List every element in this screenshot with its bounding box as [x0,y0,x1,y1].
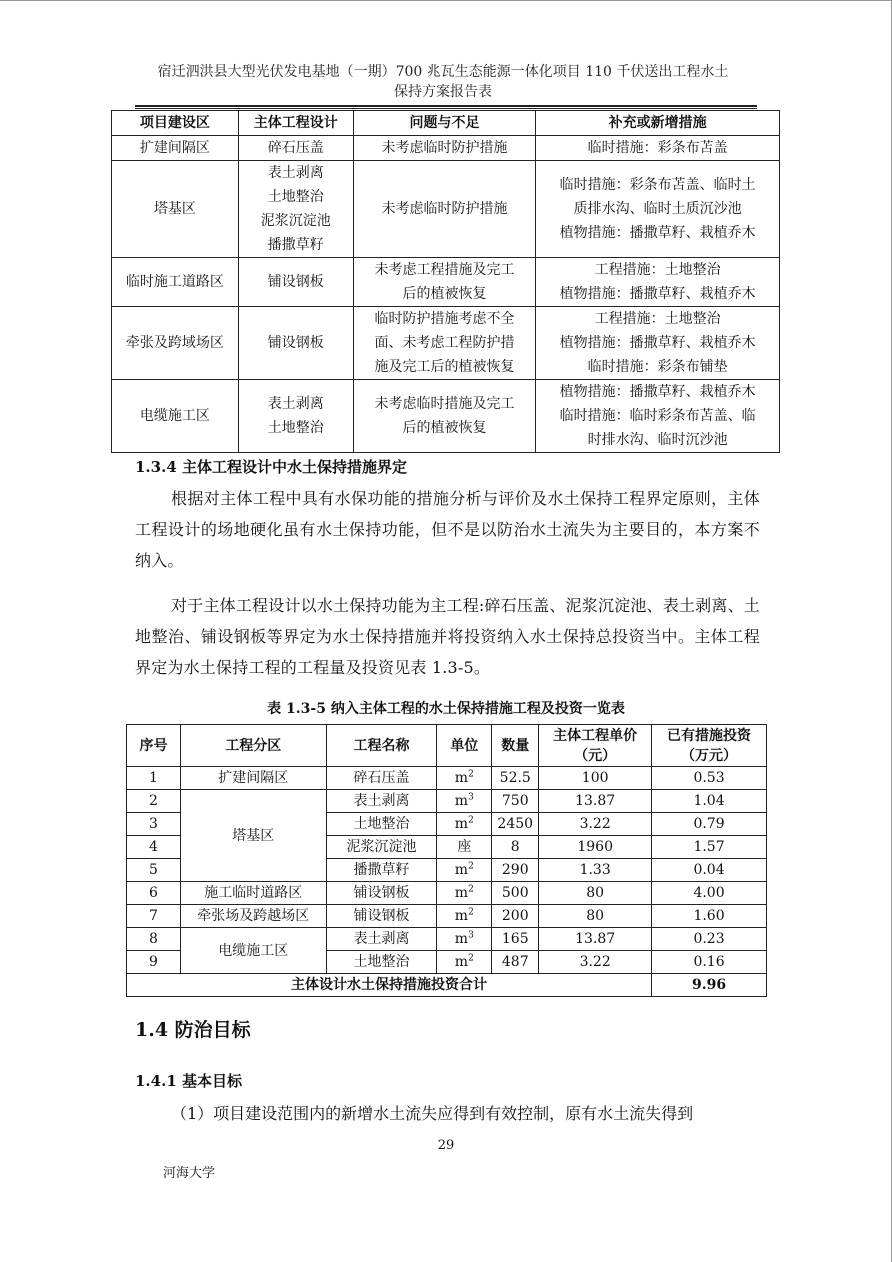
cell-unit [437,951,492,974]
unit-text: m [454,862,469,878]
cell-price: 1.33 [539,859,652,882]
cell-line: 后的植被恢复 [402,286,487,302]
cell-issue [353,307,536,380]
cell-line: 后的植被恢复 [402,420,487,436]
cell-price: 80 [539,882,652,905]
cell-zone: 牵张场及跨越场区 [180,905,326,928]
cell-name: 土地整治 [326,813,437,836]
cell-design: 铺设钢板 [238,307,353,380]
cell-unit [437,905,492,928]
cell-line: 工程措施：土地整治 [594,262,721,278]
page-number: 29 [437,1138,455,1153]
cell-area: 牵张及跨域场区 [112,307,239,380]
unit-exponent: 2 [468,907,474,918]
table-row [112,161,780,258]
cell-line: 表土剥离 [267,396,324,412]
cell-qty: 165 [492,928,539,951]
cell-zone: 塔基区 [180,790,326,882]
table-row [127,790,767,813]
cell-no: 2 [127,790,181,813]
cell-qty: 487 [492,951,539,974]
cell-price: 1960 [539,836,652,859]
page-border-top [0,0,892,1]
col-header: 工程分区 [180,725,326,767]
investment-table [126,724,767,997]
cell-issue [353,258,536,307]
unit-exponent: 2 [468,815,474,826]
cell-no: 3 [127,813,181,836]
cell-name: 土地整治 [326,951,437,974]
unit-text: m [454,770,469,786]
cell-measures [536,380,780,453]
cell-name: 碎石压盖 [326,767,437,790]
cell-line: 表土剥离 [267,165,324,181]
cell-issue [353,380,536,453]
cell-issue: 未考虑临时防护措施 [353,161,536,258]
table-header-row [112,111,780,136]
cell-price: 80 [539,905,652,928]
cell-invest: 0.23 [652,928,767,951]
cell-qty: 200 [492,905,539,928]
cell-name: 表土剥离 [326,790,437,813]
header-rule-thin [135,108,757,109]
cell-line: 植物措施：播撒草籽、栽植乔木 [559,335,756,351]
cell-name: 播撒草籽 [326,859,437,882]
unit-exponent: 2 [468,769,474,780]
cell-design [238,161,353,258]
section-heading-1-4: 1.4 防治目标 [135,1019,251,1041]
cell-line: 土地整治 [267,420,324,436]
section-heading-1-3-4: 1.3.4 主体工程设计中水土保持措施界定 [135,458,407,476]
cell-zone: 施工临时道路区 [180,882,326,905]
cell-design: 铺设钢板 [238,258,353,307]
cell-zone: 电缆施工区 [180,928,326,974]
header-line-2: 保持方案报告表 [394,84,492,100]
cell-name: 铺设钢板 [326,882,437,905]
cell-name: 泥浆沉淀池 [326,836,437,859]
cell-design [238,380,353,453]
col-header: 问题与不足 [353,111,536,136]
cell-line: 工程措施：土地整治 [594,311,721,327]
col-header: 项目建设区 [112,111,239,136]
cell-issue: 未考虑临时防护措施 [353,136,536,161]
table-row [112,136,780,161]
footer-institution: 河海大学 [163,1166,216,1181]
cell-qty: 52.5 [492,767,539,790]
col-header: 单位 [437,725,492,767]
table-caption: 表 1.3-5 纳入主体工程的水土保持措施工程及投资一览表 [267,701,625,717]
total-label: 主体设计水土保持措施投资合计 [127,974,652,997]
header-rule [135,105,757,107]
cell-line: 植物措施：播撒草籽、栽植乔木 [559,384,756,400]
cell-name: 表土剥离 [326,928,437,951]
measures-comparison-table [111,110,780,453]
cell-qty: 750 [492,790,539,813]
col-header: 工程名称 [326,725,437,767]
cell-unit [437,767,492,790]
paragraph: 对于主体工程设计以水土保持功能为主工程:碎石压盖、泥浆沉淀池、表土剥离、土地整治、铺设钢板等界定为水土保持措施并将投资纳入水土保持总投资当中。主体工程界定为水土保持工程的工程量及投资见表 1.3-5。 [135,596,760,677]
table-row [127,767,767,790]
unit-text: m [454,816,469,832]
total-row [127,974,767,997]
running-header [118,62,768,102]
table-row [112,380,780,453]
cell-unit [437,790,492,813]
col-header: 序号 [127,725,181,767]
cell-line: 播撒草籽 [267,237,324,253]
cell-qty: 8 [492,836,539,859]
cell-line: 泥浆沉淀池 [260,213,331,229]
table-row [112,307,780,380]
cell-no: 8 [127,928,181,951]
cell-no: 7 [127,905,181,928]
cell-name: 铺设钢板 [326,905,437,928]
unit-exponent: 2 [468,861,474,872]
cell-no: 4 [127,836,181,859]
cell-unit [437,882,492,905]
cell-line: 时排水沟、临时沉沙池 [587,432,728,448]
cell-measures [536,307,780,380]
cell-area: 临时施工道路区 [112,258,239,307]
cell-unit [437,813,492,836]
cell-price: 100 [539,767,652,790]
cell-qty: 290 [492,859,539,882]
cell-line: 临时措施：临时彩条布苫盖、临 [559,408,756,424]
unit-exponent: 3 [468,792,474,803]
table-header-row [127,725,767,767]
unit-text: m [454,954,469,970]
col-header: 主体工程设计 [238,111,353,136]
cell-line: 未考虑临时措施及完工 [374,396,515,412]
unit-exponent: 2 [468,884,474,895]
cell-line: 植物措施：播撒草籽、栽植乔木 [559,225,756,241]
cell-price: 3.22 [539,813,652,836]
cell-no: 1 [127,767,181,790]
total-value: 9.96 [652,974,767,997]
unit-text: m [454,885,469,901]
cell-line: 质排水沟、临时土质沉沙池 [573,201,742,217]
cell-qty: 500 [492,882,539,905]
cell-line: 面、未考虑工程防护措 [374,335,515,351]
cell-invest: 1.57 [652,836,767,859]
cell-area: 电缆施工区 [112,380,239,453]
unit-text: m [454,793,469,809]
cell-measures [536,161,780,258]
cell-no: 5 [127,859,181,882]
cell-area: 塔基区 [112,161,239,258]
cell-design: 碎石压盖 [238,136,353,161]
paragraph: （1）项目建设范围内的新增水土流失应得到有效控制，原有水土流失得到 [171,1104,694,1123]
cell-price: 3.22 [539,951,652,974]
cell-invest: 0.04 [652,859,767,882]
cell-invest: 4.00 [652,882,767,905]
section-heading-1-4-1: 1.4.1 基本目标 [135,1072,242,1090]
cell-qty: 2450 [492,813,539,836]
table-row [127,905,767,928]
unit-exponent: 3 [468,930,474,941]
cell-no: 6 [127,882,181,905]
cell-zone: 扩建间隔区 [180,767,326,790]
unit-text: m [454,931,469,947]
col-header: 已有措施投资（万元） [652,725,767,767]
table-row [127,882,767,905]
unit-text: m [454,908,469,924]
paragraph: 根据对主体工程中具有水保功能的措施分析与评价及水土保持工程界定原则，主体工程设计的场地硬化虽有水土保持功能，但不是以防治水土流失为主要目的，本方案不纳入。 [135,489,760,570]
cell-invest: 0.53 [652,767,767,790]
cell-unit: 座 [437,836,492,859]
col-header: 补充或新增措施 [536,111,780,136]
cell-unit [437,928,492,951]
cell-invest: 0.79 [652,813,767,836]
cell-line: 土地整治 [267,189,324,205]
cell-line: 施及完工后的植被恢复 [374,359,515,375]
cell-line: 未考虑工程措施及完工 [374,262,515,278]
cell-invest: 0.16 [652,951,767,974]
table-row [112,258,780,307]
cell-line: 临时措施：彩条布铺垫 [587,359,728,375]
unit-exponent: 2 [468,953,474,964]
cell-invest: 1.60 [652,905,767,928]
cell-price: 13.87 [539,928,652,951]
cell-measures: 临时措施：彩条布苫盖 [536,136,780,161]
header-line-1: 宿迁泗洪县大型光伏发电基地（一期）700 兆瓦生态能源一体化项目 110 千伏送出工程水土 [157,64,729,80]
cell-line: 临时措施：彩条布苫盖、临时土 [559,177,756,193]
cell-invest: 1.04 [652,790,767,813]
cell-unit [437,859,492,882]
table-row [127,928,767,951]
cell-price: 13.87 [539,790,652,813]
cell-no: 9 [127,951,181,974]
cell-line: 临时防护措施考虑不全 [374,311,515,327]
cell-measures [536,258,780,307]
col-header: 主体工程单价（元） [539,725,652,767]
cell-line: 植物措施：播撒草籽、栽植乔木 [559,286,756,302]
col-header: 数量 [492,725,539,767]
cell-area: 扩建间隔区 [112,136,239,161]
